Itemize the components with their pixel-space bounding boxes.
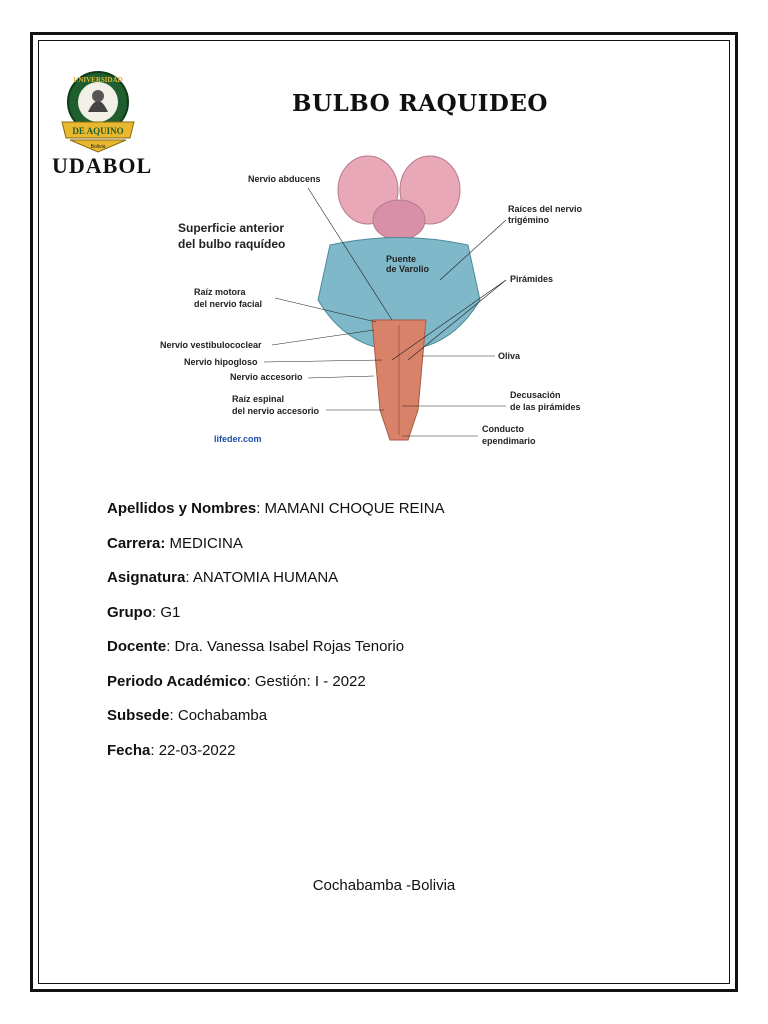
figure-subtitle-1: Superficie anterior [178, 221, 285, 235]
info-docente-label: Docente [107, 638, 167, 655]
logo-banner-text: DE AQUINO [72, 126, 124, 136]
info-grupo-value: G1 [160, 603, 181, 621]
info-asignatura-value: ANATOMIA HUMANA [192, 569, 339, 586]
info-periodo-row [107, 671, 445, 706]
info-periodo-label: Periodo Académico [107, 672, 247, 690]
logo-country-text: Bolivia [90, 144, 106, 150]
info-fecha-row [107, 740, 445, 775]
figure-source-link: lifeder.com [214, 434, 262, 444]
info-asignatura-label: Asignatura [107, 569, 186, 586]
label-puente-1: Puente [386, 254, 417, 264]
label-raices-trigemino-2: trigémino [508, 215, 550, 225]
info-apellidos-sep: : [256, 500, 265, 517]
leader-accesorio [308, 376, 374, 378]
info-subsede-label: Subsede [107, 707, 170, 724]
label-raiz-motora-1: Raíz motora [194, 287, 246, 297]
label-raiz-motora-2: del nervio facial [194, 299, 263, 309]
student-info [107, 498, 445, 774]
info-apellidos-value: MAMANI CHOQUE REINA [264, 500, 445, 517]
info-subsede-value: Cochabamba [177, 707, 268, 724]
info-subsede-row [107, 705, 445, 740]
label-oliva: Oliva [498, 351, 521, 361]
label-raiz-espinal-2: del nervio accesorio [232, 406, 320, 416]
info-asignatura-sep: : [185, 569, 193, 586]
info-periodo-value: Gestión: I - 2022 [254, 672, 366, 690]
info-subsede-sep: : [169, 707, 178, 724]
label-piramides: Pirámides [510, 274, 554, 284]
logo-wordmark: UDABOL [52, 153, 153, 178]
label-puente-2: de Varolio [386, 264, 430, 274]
logo-emblem-top-text: UNIVERSIDAD [73, 76, 123, 84]
info-asignatura-row [107, 567, 445, 602]
label-nervio-abducens: Nervio abducens [248, 174, 321, 184]
info-grupo-sep: : [152, 603, 161, 621]
label-hipogloso: Nervio hipogloso [184, 357, 258, 367]
info-fecha-sep: : [150, 741, 159, 759]
info-apellidos-label: Apellidos y Nombres [107, 500, 257, 517]
info-docente-row [107, 636, 445, 671]
info-carrera-value: MEDICINA [169, 534, 243, 552]
label-decusacion-1: Decusación [510, 390, 561, 400]
label-accesorio: Nervio accesorio [230, 372, 303, 382]
page-title: BULBO RAQUIDEO [292, 90, 548, 117]
info-grupo-label: Grupo [107, 603, 152, 621]
figure-subtitle-2: del bulbo raquídeo [178, 237, 286, 251]
info-periodo-sep: : [246, 672, 255, 690]
label-vestibulococlear: Nervio vestibulococlear [160, 340, 262, 350]
info-docente-sep: : [166, 638, 175, 655]
leader-hipogloso [264, 360, 382, 362]
info-fecha-label: Fecha [107, 741, 151, 759]
info-carrera-label: Carrera: [107, 534, 166, 552]
label-conducto-1: Conducto [482, 424, 524, 434]
medulla-figure [150, 150, 600, 450]
info-docente-value: Dra. Vanessa Isabel Rojas Tenorio [174, 638, 405, 655]
footer-city: Cochabamba -Bolivia [312, 877, 456, 894]
label-decusacion-2: de las pirámides [510, 402, 581, 412]
info-fecha-value: 22-03-2022 [158, 741, 236, 759]
mammillary-region [373, 200, 425, 240]
label-raices-trigemino-1: Raíces del nervio [508, 204, 583, 214]
info-grupo-row [107, 602, 445, 637]
label-conducto-2: ependimario [482, 436, 536, 446]
info-apellidos-row [107, 498, 445, 533]
info-carrera-row [107, 533, 445, 568]
label-raiz-espinal-1: Raíz espinal [232, 394, 285, 404]
